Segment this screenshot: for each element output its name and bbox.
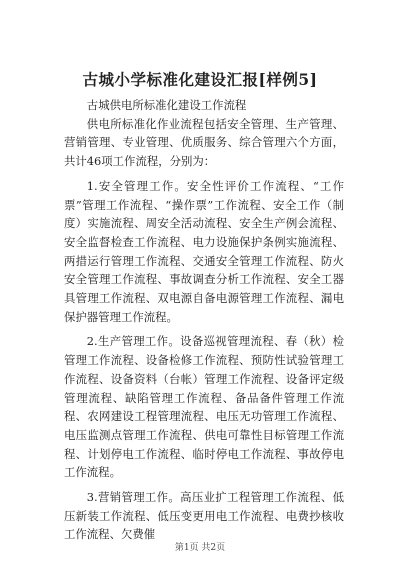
subheading: 古城供电所标准化建设工作流程 xyxy=(86,98,247,112)
section-marketing-management: 3.营销管理工作。高压业扩工程管理工作流程、低压新装工作流程、低压变更用电工作流程、电费抄核收工作流程、欠费催 xyxy=(64,490,344,542)
section-production-management: 2.生产管理工作。设备巡视管理流程、春（秋）检管理工作流程、设备检修工作流程、预防性试验管理工作流程、设备资料（台帐）管理工作流程、设备评定级管理流程、缺陷管理工作流程、备品备件管理工作流程、农网建设工程管理流程、电压无功管理工作流程、电压监测点管理工作流程、供电可靠性目标管理工作流程、计划停电工作流程、临时停电工作流程、事故停电工作流程。 xyxy=(64,334,344,480)
section-safety-management: 1.安全管理工作。安全性评价工作流程、“工作票”管理工作流程、“操作票”工作流程、安全工作（制度）实施流程、周安全活动流程、安全生产例会流程、安全监督检查工作流程、电力设施保护条例实施流程、两措运行管理工作流程、交通安全管理工作流程、防火安全管理工作流程、事故调查分析工作流程、安全工器具管理工作流程、双电源自备电源管理工作流程、漏电保护器管理工作流程。 xyxy=(64,178,344,324)
page-footer: 第1页 共2页 xyxy=(174,543,226,553)
intro-paragraph: 供电所标准化作业流程包括安全管理、生产管理、营销管理、专业管理、优质服务、综合管理六个方面，共计46项工作流程，分别为： xyxy=(64,116,344,169)
document-body xyxy=(64,96,344,544)
page-title: 古城小学标准化建设汇报[样例5] xyxy=(82,70,318,89)
